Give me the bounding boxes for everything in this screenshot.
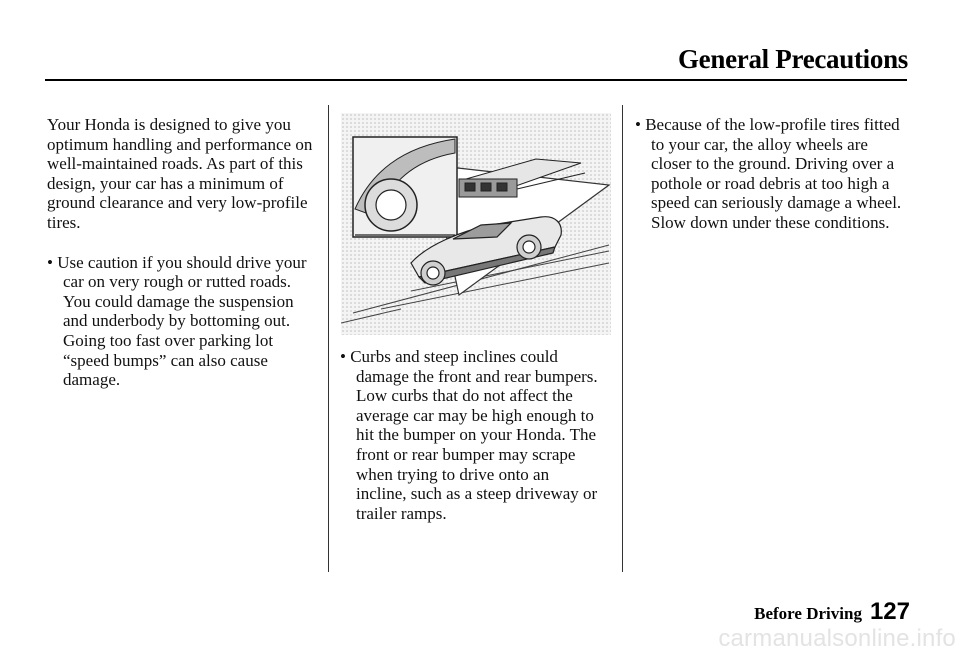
header-rule [45,79,907,81]
curbs-inclines-bullet: • Curbs and steep inclines could damage the front and rear bumpers. Low curbs that do not affect the average car may be high enough to hit the bumper on your Honda. The front or rear bumper may scrape when trying to drive onto an incline, such as a steep driveway or trailer ramps. [340,347,598,523]
middle-column [340,347,602,523]
intro-paragraph: Your Honda is designed to give you optimum handling and performance on well-maintained roads. As part of this design, your car has a minimum of ground clearance and very low-profile tires. [47,115,313,232]
wheel-closeup-inset [353,137,457,237]
car-on-incline-illustration [341,113,611,335]
footer-section-label: Before Driving [754,604,862,623]
illustration-svg [341,113,611,335]
column-divider-left [328,105,329,572]
page-title: General Precautions [677,44,908,74]
page-number: 127 [869,598,910,625]
left-column [47,115,319,390]
right-column [635,115,905,233]
rough-roads-bullet: • Use caution if you should drive your car on very rough or rutted roads. You could damage the suspension and underbody by bottoming out. Going too fast over parking lot “speed bumps” can also cause damage. [47,252,307,390]
low-profile-tires-bullet: • Because of the low-profile tires fitted to your car, the alloy wheels are closer to the ground. Driving over a pothole or road debris at too high a speed can seriously damage a wheel. Slow down under these conditions. [635,115,902,232]
site-watermark: carmanualsonline.info [718,625,956,652]
page-footer [754,598,910,626]
column-divider-right [622,105,623,572]
